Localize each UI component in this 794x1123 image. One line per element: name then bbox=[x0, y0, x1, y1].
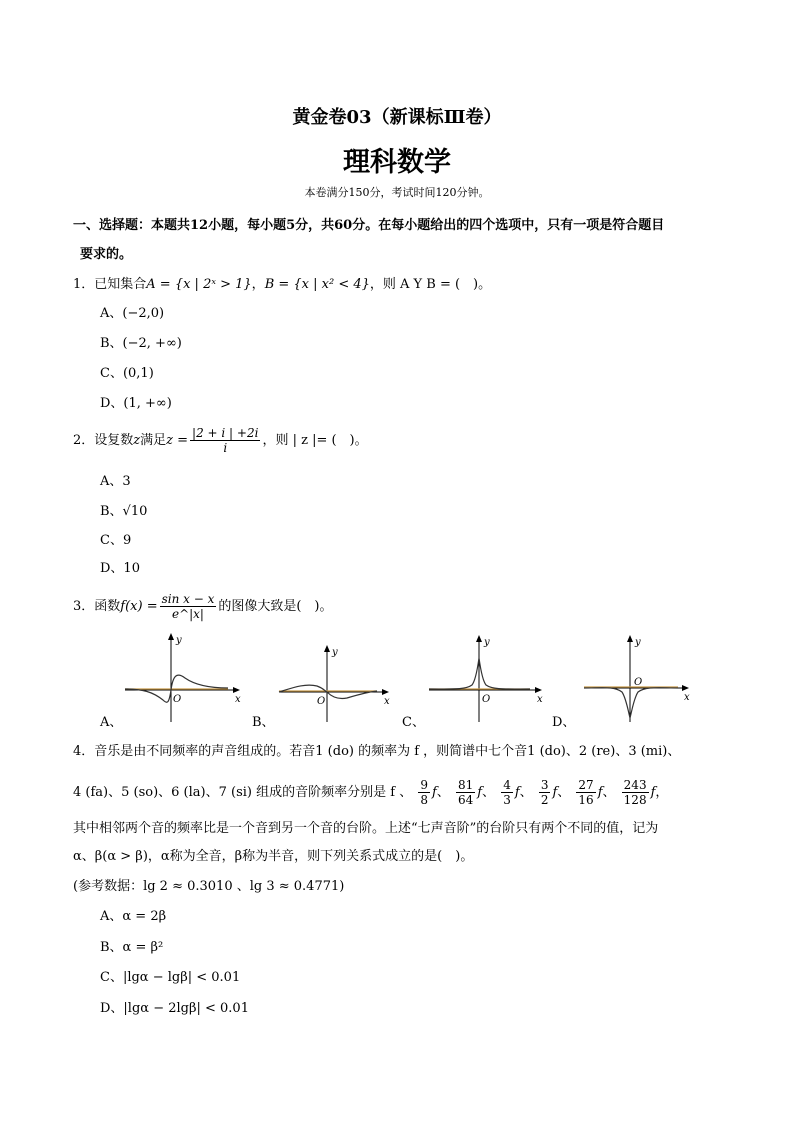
q1-comma: ， bbox=[251, 277, 265, 292]
q1-option-a: A、(−2,0) bbox=[100, 306, 165, 321]
graph-b-y-label: y bbox=[332, 647, 338, 658]
q4-frac-6 bbox=[622, 778, 649, 807]
question-4-line-2 bbox=[73, 775, 668, 811]
q1-set-b: B = {x | x² < 4} bbox=[264, 277, 370, 292]
q1-option-c: C、(0,1) bbox=[100, 366, 154, 381]
q4-frac-4-den: 2 bbox=[540, 793, 549, 807]
graph-d-x-label: x bbox=[684, 692, 690, 703]
q4-f: f bbox=[552, 785, 558, 800]
graph-a-label: A、 bbox=[100, 715, 123, 730]
q3-frac-den: e^|x| bbox=[171, 607, 204, 621]
q2-prefix: 2．设复数 bbox=[73, 433, 134, 448]
graph-d bbox=[582, 630, 702, 725]
q1-option-d: D、(1, +∞) bbox=[100, 396, 172, 411]
q2-lhs: z = bbox=[166, 433, 189, 448]
graph-b-origin: O bbox=[317, 696, 326, 707]
q4-frac-5 bbox=[576, 778, 595, 807]
q4-sep: 、 bbox=[602, 785, 616, 800]
question-3-stem bbox=[73, 592, 333, 621]
exam-subject: 理科数学 bbox=[343, 147, 451, 178]
q1-option-b: B、(−2, +∞) bbox=[100, 336, 182, 351]
q3-fx: f(x) = bbox=[120, 599, 158, 614]
q4-frac-2-num: 81 bbox=[457, 778, 474, 792]
q4-frac-1-den: 8 bbox=[420, 793, 428, 807]
graph-c-y-label: y bbox=[484, 637, 490, 648]
q4-option-b: B、α = β² bbox=[100, 940, 164, 955]
section-heading-cont: 要求的。 bbox=[80, 247, 133, 262]
q4-sep: 、 bbox=[519, 785, 533, 800]
q2-frac-num: |2 + i | +2i bbox=[192, 426, 259, 440]
q4-f: f bbox=[597, 785, 603, 800]
q4-sep: 、 bbox=[436, 785, 450, 800]
q4-f: f bbox=[514, 785, 520, 800]
q4-option-a: A、α = 2β bbox=[100, 909, 167, 924]
question-4-reference: (参考数据：lg 2 ≈ 0.3010 、lg 3 ≈ 0.4771) bbox=[73, 879, 345, 894]
q4-f: f bbox=[431, 785, 437, 800]
q3-frac-num: sin x − x bbox=[161, 592, 215, 606]
q4-frac-2 bbox=[456, 778, 475, 807]
q4-frac-4-num: 3 bbox=[540, 778, 549, 792]
section-heading: 一、选择题：本题共12小题，每小题5分，共60分。在每小题给出的四个选项中，只有一项是符合题目 bbox=[73, 218, 665, 233]
q2-mid: 满足 bbox=[140, 433, 167, 448]
q1-suffix: ，则 A Y B = ( )。 bbox=[369, 277, 492, 292]
question-4-line-3: 其中相邻两个音的频率比是一个音到另一个音的台阶。上述“七声音阶”的台阶只有两个不同的值，记为 bbox=[73, 821, 659, 836]
q2-option-b: B、√10 bbox=[100, 504, 148, 519]
q4-frac-4 bbox=[539, 778, 551, 807]
q4-frac-6-num: 243 bbox=[623, 778, 647, 792]
q2-suffix: ，则 | z |= ( )。 bbox=[262, 433, 368, 448]
graph-c bbox=[427, 630, 547, 725]
graph-d-origin: O bbox=[634, 677, 643, 688]
graph-a-origin: O bbox=[173, 694, 182, 705]
q4-option-c: C、|lgα − lgβ| < 0.01 bbox=[100, 970, 241, 985]
graph-b-x-label: x bbox=[384, 696, 390, 707]
q4-frac-1 bbox=[418, 778, 430, 807]
graph-a bbox=[123, 630, 243, 725]
graph-a-x-label: x bbox=[235, 694, 241, 705]
q2-var: z bbox=[133, 433, 141, 448]
q2-fraction bbox=[190, 426, 260, 455]
q2-option-d: D、10 bbox=[100, 561, 140, 576]
graph-d-y-label: y bbox=[635, 637, 641, 648]
q4-end: ， bbox=[655, 785, 669, 800]
q2-option-a: A、3 bbox=[100, 474, 131, 489]
q2-option-c: C、9 bbox=[100, 533, 132, 548]
graph-c-origin: O bbox=[482, 694, 491, 705]
q4-frac-5-den: 16 bbox=[578, 793, 594, 807]
exam-note: 本卷满分150分，考试时间120分钟。 bbox=[304, 186, 490, 199]
graph-c-label: C、 bbox=[402, 715, 425, 730]
graph-a-y-label: y bbox=[176, 635, 182, 646]
q4-line2-prefix: 4 (fa)、5 (so)、6 (la)、7 (si) 组成的音阶频率分别是 f 、 bbox=[73, 785, 413, 800]
q3-prefix: 3．函数 bbox=[73, 599, 121, 614]
graph-b-label: B、 bbox=[252, 715, 275, 730]
q1-prefix: 1．已知集合 bbox=[73, 277, 147, 292]
q4-frac-3 bbox=[501, 778, 513, 807]
q4-f: f bbox=[477, 785, 483, 800]
q4-frac-1-num: 9 bbox=[420, 778, 428, 792]
q4-sep: 、 bbox=[557, 785, 571, 800]
q4-frac-2-den: 64 bbox=[457, 793, 474, 807]
exam-title: 黄金卷03（新课标Ⅲ卷） bbox=[292, 107, 502, 128]
q4-frac-3-den: 3 bbox=[503, 793, 511, 807]
q4-frac-6-den: 128 bbox=[623, 793, 647, 807]
graph-d-label: D、 bbox=[552, 715, 576, 730]
graph-c-x-label: x bbox=[537, 694, 543, 705]
q3-fraction bbox=[160, 592, 217, 621]
question-1-stem bbox=[73, 276, 491, 294]
q4-frac-3-num: 4 bbox=[503, 778, 511, 792]
question-4-line-4: α、β(α > β)，α称为全音，β称为半音，则下列关系式成立的是( )。 bbox=[73, 849, 474, 864]
q4-option-d: D、|lgα − 2lgβ| < 0.01 bbox=[100, 1001, 249, 1016]
q4-f: f bbox=[650, 785, 656, 800]
question-4-line-1: 4．音乐是由不同频率的声音组成的。若音1 (do) 的频率为 f ，则简谱中七个音1 (do)、2 (re)、3 (mi)、 bbox=[73, 744, 681, 759]
q4-frac-5-num: 27 bbox=[578, 778, 594, 792]
q1-set-a: A = {x | 2ˣ > 1} bbox=[146, 277, 252, 292]
q3-suffix: 的图像大致是( )。 bbox=[218, 599, 333, 614]
q2-frac-den: i bbox=[223, 441, 228, 455]
question-2-stem bbox=[73, 426, 368, 455]
q4-sep: 、 bbox=[482, 785, 496, 800]
graph-b bbox=[277, 630, 397, 725]
